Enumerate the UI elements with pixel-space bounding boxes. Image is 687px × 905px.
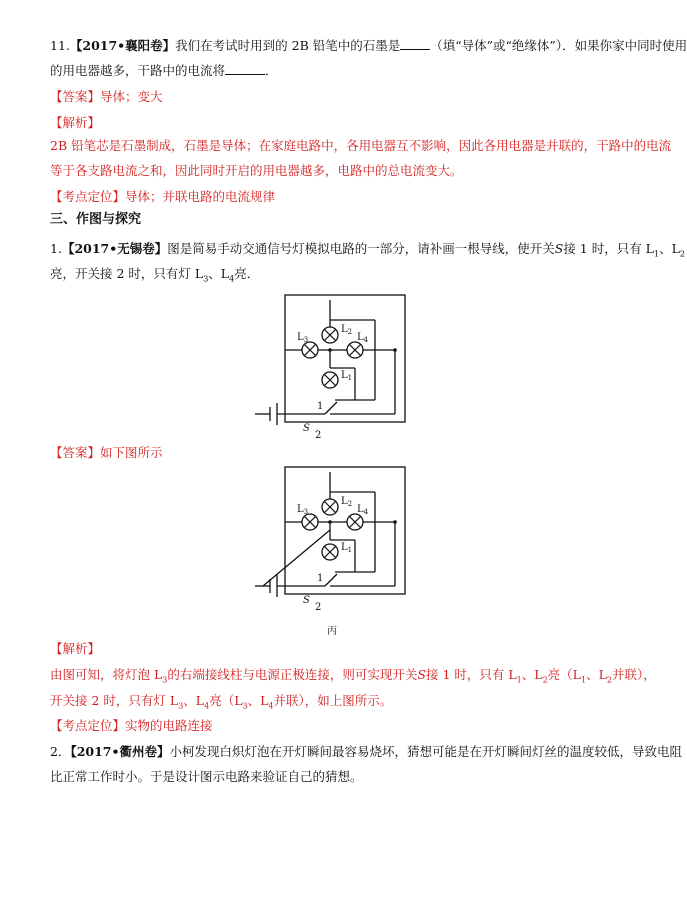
q1-sub: 4 [229, 274, 235, 284]
circuit-figure-original [255, 290, 415, 440]
q2-line-2: 比正常工作时小。于是设计图示电路来验证自己的猜想。 [50, 769, 363, 784]
svg-text:L2: $L_2$ [341, 496, 353, 508]
q1-line-2 [50, 265, 595, 289]
q1-analysis-label: 【解析】 [50, 641, 101, 656]
q11-text-d: ． [265, 63, 278, 78]
svg-text:L4: $L_4$ [357, 504, 369, 516]
q1-text-a: 图是简易手动交通信号灯模拟电路的一部分，请补画一根导线，使开关 [167, 241, 555, 256]
q11-analysis-line-2: 等于各支路电流之和，因此同时开启的用电器越多，电路中的总电流变大。 [50, 163, 463, 178]
q11-answer-label: 【答案】 [50, 89, 101, 104]
q1-switch-s: S [554, 241, 564, 256]
switch-pos-2: 2 [315, 430, 322, 441]
svg-text:L3: $L_3$ [297, 504, 309, 516]
svg-text:2: 2 [315, 602, 322, 613]
q11-source: 【2017•襄阳卷】 [69, 38, 176, 53]
q1-analysis-line-2: 开关接 2 时，只有灯 $L_3$、$L_4$亮（$L_3$、$L_4$并联），如上图所示。 [50, 693, 393, 711]
q11-answer-text: 导体；变大 [100, 89, 163, 104]
q1-sub: 2 [679, 249, 685, 259]
q11-locate-label: 【考点定位】 [50, 189, 126, 204]
q11-analysis-line-1: 2B 铅笔芯是石墨制成，石墨是导体；在家庭电路中，各用电器互不影响，因此各用电器是并联的，干路中的电流 [50, 138, 672, 153]
q1-line2-c: 亮． [234, 266, 260, 281]
q1-answer-label: 【答案】 [50, 445, 101, 460]
figure-caption: 丙 [327, 626, 337, 637]
q2-source: 【2017•衢州卷】 [70, 744, 170, 759]
q11-analysis-label: 【解析】 [50, 115, 101, 130]
q1-locate-text: 实物的电路连接 [125, 718, 213, 733]
q11-number: 11. [50, 38, 70, 53]
q11-blank-2 [225, 62, 265, 75]
q1-text-c: 、L [659, 241, 680, 256]
q1-line-1 [50, 240, 685, 264]
q11-text-a: 我们在考试时用到的 2B 铅笔中的石墨是 [175, 38, 401, 53]
svg-text:S: S [303, 595, 310, 606]
switch-pos-1: 1 [317, 401, 324, 412]
q1-sub: 3 [203, 274, 209, 284]
q1-sub: 1 [654, 249, 660, 259]
svg-text:L1: $L_1$ [341, 542, 353, 554]
q1-analysis-line-1: 由图可知，将灯泡 $L_3$的右端接线柱与电源正极连接，则可实现开关S接 1 时，只有 $L_1$、$L_2$亮（$L_1$、$L_2$并联）， [50, 667, 656, 685]
q1-number: 1. [50, 241, 62, 256]
svg-text:1: 1 [317, 573, 324, 584]
q2-line-1 [50, 743, 682, 761]
q1-line2-a: 亮，开关接 2 时，只有灯 L [50, 266, 204, 281]
svg-text:L3: $L_3$ [297, 332, 309, 344]
q2-text-a: 小柯发现白炽灯泡在开灯瞬间最容易烧坏，猜想可能是在开灯瞬间灯丝的温度较低，导致电阻 [169, 744, 682, 759]
q11-line-2 [50, 62, 595, 80]
q1-locate-label: 【考点定位】 [50, 718, 126, 733]
q11-locate-text: 导体；并联电路的电流规律 [125, 189, 276, 204]
svg-text:L2: $L_2$ [341, 324, 353, 336]
q2-number: 2． [50, 744, 71, 759]
q11-blank-1 [400, 37, 430, 50]
q1-line2-b: 、L [208, 266, 230, 281]
section-heading: 三、作图与探究 [50, 212, 142, 227]
switch-label-s: S [303, 423, 310, 434]
q11-text-b: （填“导体”或“绝缘体”）．如果你家中同时使用 [430, 38, 687, 53]
q1-source: 【2017•无锡卷】 [61, 241, 168, 256]
q1-answer-text: 如下图所示 [100, 445, 163, 460]
svg-text:L1: $L_1$ [341, 370, 353, 382]
q11-locate [50, 188, 595, 206]
q1-answer [50, 444, 595, 462]
q11-text-c: 的用电器越多，干路中的电流将 [50, 63, 226, 78]
q11-answer [50, 88, 595, 106]
q1-locate [50, 717, 595, 735]
circuit-figure-answer [255, 462, 415, 640]
q1-text-b: 接 1 时，只有 L [563, 241, 654, 256]
svg-text:L4: $L_4$ [357, 332, 369, 344]
q11-line-1 [50, 37, 687, 55]
